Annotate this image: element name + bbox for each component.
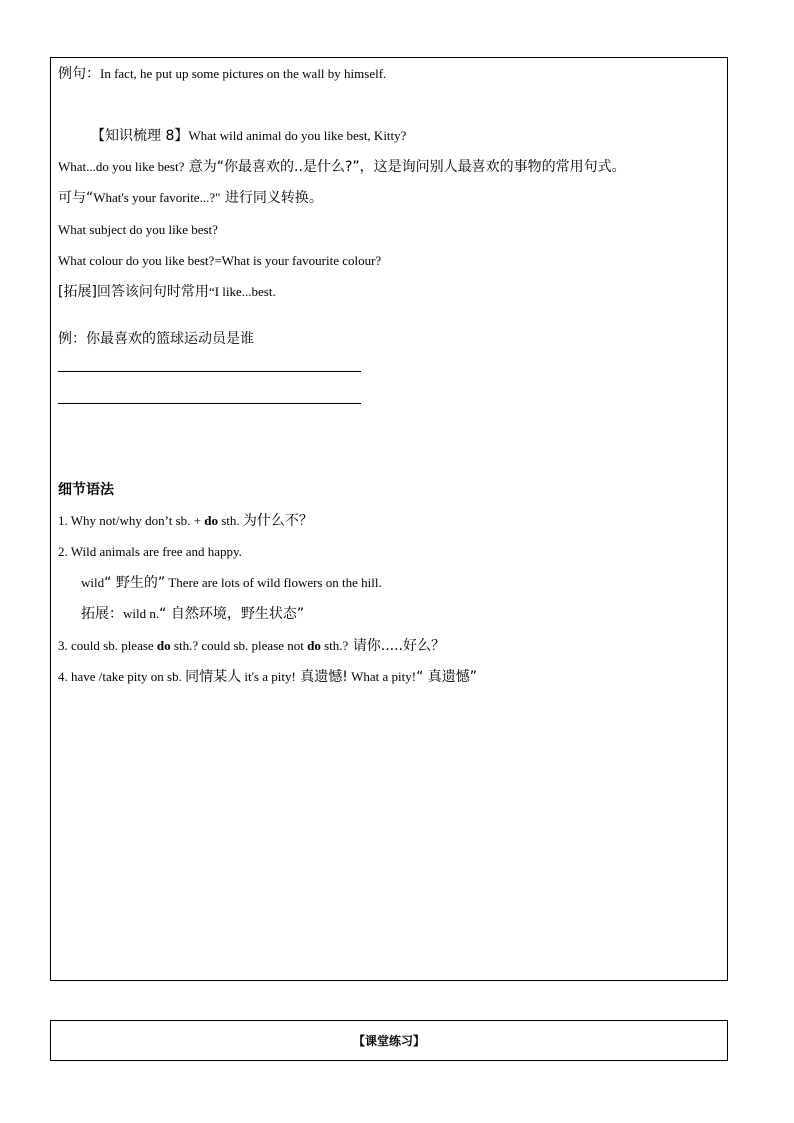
answer-line-2 [58, 403, 361, 404]
grammar-item-1: 1. Why not/why don’t sb. + do sth. 为什么不？ [58, 513, 313, 529]
classroom-practice-header [50, 1020, 728, 1061]
grammar-item-4: 4. have /take pity on sb. 同情某人 it's a pity! 真遗憾! What a pity!“ 真遗憾” [58, 669, 478, 685]
example-sentence: 例句：In fact, he put up some pictures on the wall by himself. [58, 66, 387, 82]
explanation-line-1: What...do you like best? 意为“你最喜欢的..是什么?”，这是询问别人最喜欢的事物的常用句式。 [58, 159, 626, 175]
content-box [50, 57, 728, 981]
explanation-line-2: 可与“What's your favorite...?" 进行同义转换。 [58, 190, 323, 206]
sample-sentence-1: What subject do you like best? [58, 222, 218, 237]
sample-sentence-2: What colour do you like best?=What is your favourite colour? [58, 253, 382, 268]
grammar-item-2: 2. Wild animals are free and happy. [58, 544, 242, 559]
knowledge-point-8: 【知识梳理 8】What wild animal do you like best, Kitty? [91, 128, 407, 144]
grammar-item-2-extension: 拓展：wild n.“ 自然环境，野生状态” [81, 606, 305, 622]
classroom-practice-title: 【课堂练习】 [352, 1034, 425, 1048]
extension-note: [拓展]回答该问句时常用“I like...best. [58, 284, 276, 300]
grammar-item-2-wild: wild“ 野生的” There are lots of wild flowers on the hill. [81, 575, 382, 591]
grammar-item-3: 3. could sb. please do sth.? could sb. please not do sth.? 请你.....好么？ [58, 638, 446, 654]
grammar-title: 细节语法 [58, 482, 114, 498]
exercise-prompt: 例：你最喜欢的篮球运动员是谁 [58, 331, 254, 347]
answer-line-1 [58, 371, 361, 372]
